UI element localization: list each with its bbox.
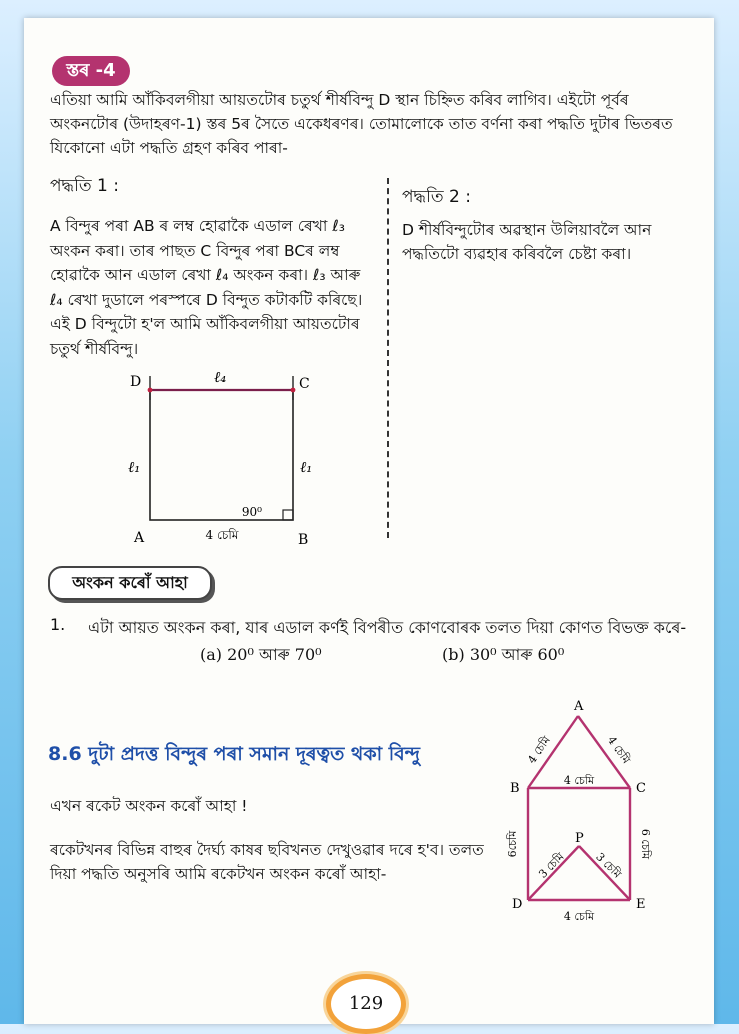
label-b: B <box>298 532 309 548</box>
rocket-label-c: C <box>636 781 646 796</box>
point-d <box>148 388 153 393</box>
rocket-instruction-text: ৰকেটখনৰ বিভিন্ন বাহুৰ দৈৰ্ঘ্য কাষৰ ছবিখনত দেখুওৱাৰ দৰে হ'ব। তলত দিয়া পদ্ধতি অনুসৰি আমি ৰকেটখন অংকন কৰোঁ আহা- <box>50 841 484 883</box>
step-badge: স্তৰ -4 <box>52 56 130 86</box>
label-base-length: 4 চেমি <box>205 528 239 542</box>
rocket-intro-line: এখন ৰকেট অংকন কৰোঁ আহা ! <box>50 797 248 815</box>
column-divider <box>387 178 389 538</box>
method1-heading: পদ্ধতি 1 : <box>50 176 119 196</box>
try-drawing-box: অংকন কৰোঁ আহা <box>48 566 212 600</box>
option-b: (b) 30⁰ আৰু 60⁰ <box>442 645 565 664</box>
label-d: D <box>130 374 142 390</box>
method2-text: D শীৰ্ষবিন্দুটোৰ অৱস্থান উলিয়াবলৈ আন পদ্ধতিটো ব্যৱহাৰ কৰিবলৈ চেষ্টা কৰা। <box>402 221 652 263</box>
label-top-l4: ℓ₄ <box>214 368 227 386</box>
length-dp: 3 চেমি <box>536 850 567 881</box>
rectangle-figure <box>120 366 320 548</box>
intro-paragraph: এতিয়া আমি আঁকিবলগীয়া আয়তটোৰ চতুৰ্থ শীৰ্ষবিন্দু D স্থান চিহ্নিত কৰিব লাগিব। এইটো পূৰ্বৰ অংকনটোৰ (উদাহৰণ-1) স্তৰ 5ৰ সৈতে একেধৰণৰ। তোমালোকে তাত বৰ্ণনা কৰা পদ্ধতি দুটাৰ ভিতৰত যিকোনো এটা পদ্ধতি গ্ৰহণ কৰিব পাৰা- <box>50 91 673 157</box>
right-angle-mark <box>283 510 293 520</box>
section-heading: 8.6 দুটা প্ৰদত্ত বিন্দুৰ পৰা সমান দূৰত্বত থকা বিন্দু <box>48 743 420 765</box>
point-c <box>291 388 296 393</box>
rocket-label-a: A <box>574 699 584 714</box>
rocket-label-d: D <box>512 897 523 912</box>
length-pe: 3 চেমি <box>593 850 624 881</box>
label-c: C <box>299 376 310 392</box>
length-ab: 4 চেমি <box>525 733 554 767</box>
length-ce: 6 চেমি <box>639 828 652 860</box>
textbook-page <box>24 18 714 1024</box>
rocket-label-p: P <box>575 831 584 846</box>
label-right-l1: ℓ₁ <box>300 458 313 476</box>
method2-heading: পদ্ধতি 2 : <box>402 187 471 207</box>
method1-text: A বিন্দুৰ পৰা AB ৰ লম্ব হোৱাকৈ এডাল ৰেখা ℓ₃ অংকন কৰা। তাৰ পাছত C বিন্দুৰ পৰা BCৰ লম্ব হোৱাকৈ আন এডাল ৰেখা ℓ₄ অংকন কৰা। ℓ₃ আৰু ℓ₄ ৰেখা দুডালে পৰস্পৰে D বিন্দুত কটাকটি কৰিছে। এই D বিন্দুটো হ'ল আমি আঁকিবলগীয়া আয়তটোৰ চতুৰ্থ শীৰ্ষবিন্দু। <box>50 217 363 358</box>
length-bd: 6চেমি <box>506 830 519 858</box>
question-text: এটা আয়ত অংকন কৰা, যাৰ এডাল কৰ্ণই বিপৰীত কোণবোৰক তলত দিয়া কোণত বিভক্ত কৰে- <box>88 618 687 637</box>
label-left-l1: ℓ₁ <box>128 458 141 476</box>
rocket-label-b: B <box>510 781 520 796</box>
length-de: 4 চেমি <box>563 910 595 923</box>
label-a: A <box>134 530 145 546</box>
label-angle: 90⁰ <box>241 505 262 519</box>
rectangle-abcd <box>150 390 293 520</box>
rocket-figure <box>502 694 652 934</box>
length-ac: 4 চেমি <box>604 733 633 767</box>
page-number: 129 <box>326 974 406 1034</box>
option-a: (a) 20⁰ আৰু 70⁰ <box>200 645 322 664</box>
question-number: 1. <box>50 615 66 634</box>
length-bc: 4 চেমি <box>563 774 595 787</box>
rocket-label-e: E <box>636 897 646 912</box>
